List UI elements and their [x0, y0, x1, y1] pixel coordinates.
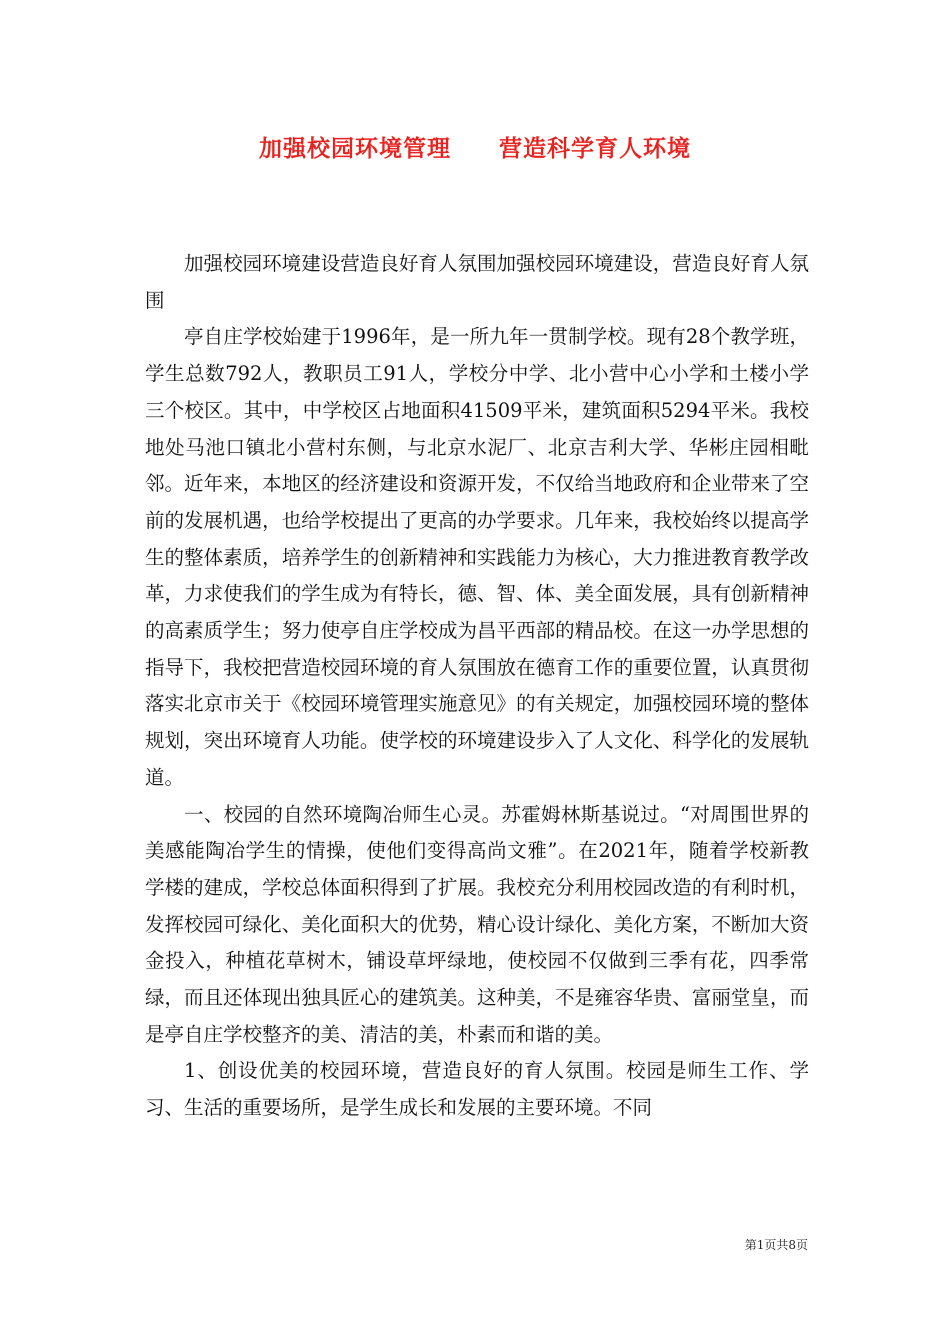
paragraph-natural-environment: 一、校园的自然环境陶冶师生心灵。苏霍姆林斯基说过。“对周围世界的美感能陶冶学生的情操，使他们变得高尚文雅”。在2021年，随着学校新教学楼的建成，学校总体面积得到了扩展。我校充分利用校园改造的有利时机，发挥校园可绿化、美化面积大的优势，精心设计绿化、美化方案，不断加大资金投入，种植花草树木，铺设草坪绿地，使校园不仅做到三季有花，四季常绿，而且还体现出独具匠心的建筑美。这种美，不是雍容华贵、富丽堂皇，而是亭自庄学校整齐的美、清洁的美，朴素而和谐的美。 — [145, 802, 809, 1046]
paragraph-campus-environment: 1、创设优美的校园环境，营造良好的育人氛围。校园是师生工作、学习、生活的重要场所，是学生成长和发展的主要环境。不同 — [145, 1059, 809, 1120]
paragraph-intro: 加强校园环境建设营造良好育人氛围加强校园环境建设，营造良好育人氛围 — [145, 252, 809, 312]
document-body — [145, 246, 809, 1127]
document-title: 加强校园环境管理 营造科学育人环境 — [259, 135, 691, 162]
page-number: 第1页共8页 — [744, 1238, 808, 1252]
paragraph-school-overview: 亭自庄学校始建于1996年，是一所九年一贯制学校。现有28个教学班，学生总数792人，教职员工91人，学校分中学、北小营中心小学和土楼小学三个校区。其中，中学校区占地面积41509平米，建筑面积5294平米。我校地处马池口镇北小营村东侧，与北京水泥厂、北京吉利大学、华彬庄园相毗邻。近年来，本地区的经济建设和资源开发，不仅给当地政府和企业带来了空前的发展机遇，也给学校提出了更高的办学要求。几年来，我校始终以提高学生的整体素质，培养学生的创新精神和实践能力为核心，大力推进教育教学改革，力求使我们的学生成为有特长，德、智、体、美全面发展，具有创新精神的高素质学生；努力使亭自庄学校成为昌平西部的精品校。在这一办学思想的指导下，我校把营造校园环境的育人氛围放在德育工作的重要位置，认真贯彻落实北京市关于《校园环境管理实施意见》的有关规定，加强校园环境的整体规划，突出环境育人功能。使学校的环境建设步入了人文化、科学化的发展轨道。 — [145, 325, 809, 789]
